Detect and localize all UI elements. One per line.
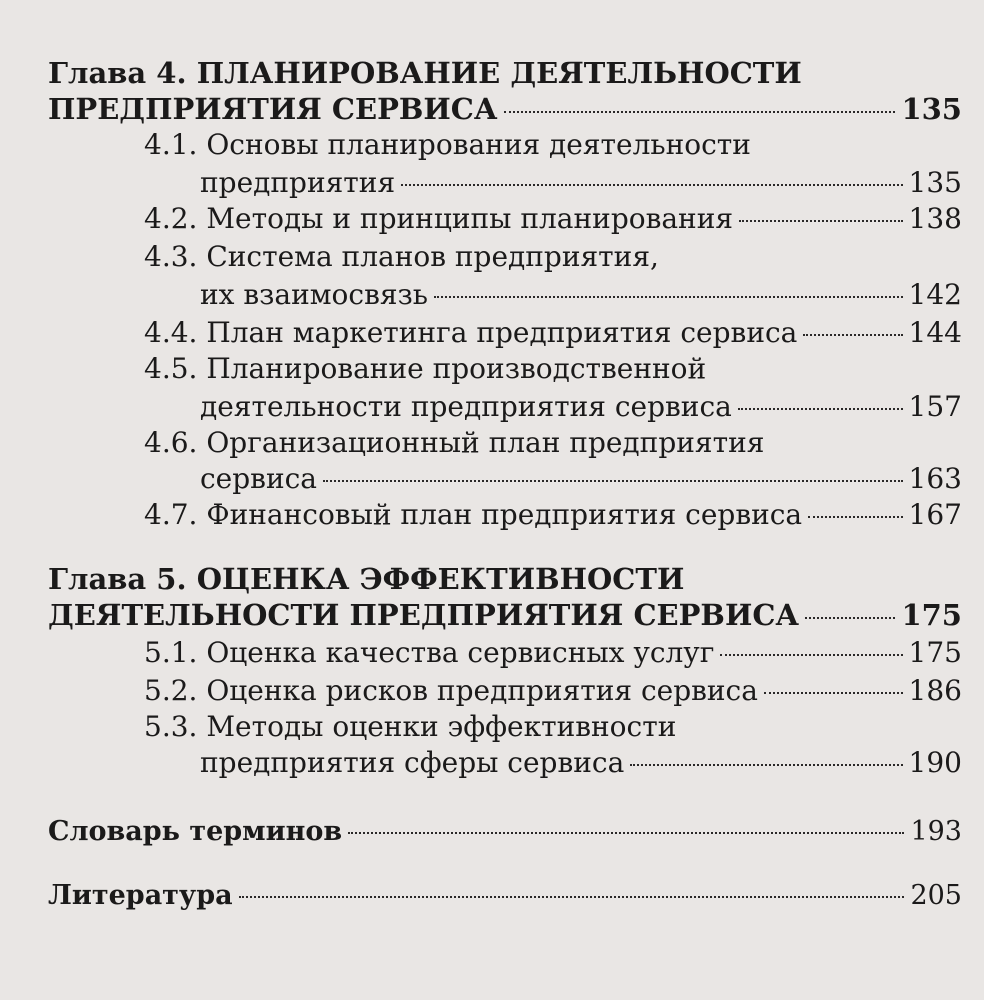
- page-number: 142: [908, 278, 962, 311]
- page-number: 175: [908, 636, 962, 669]
- section-title: Оценка качества сервисных услуг: [206, 636, 715, 669]
- section-title-cont: сервиса: [200, 462, 317, 495]
- chapter-4-prefix: Глава 4.: [48, 56, 187, 90]
- page-number: 135: [908, 166, 962, 199]
- section-title: Планирование производственной: [206, 352, 707, 385]
- leader-dots: [803, 334, 902, 336]
- page-number: 190: [908, 746, 962, 779]
- leader-dots: [630, 764, 902, 766]
- leader-dots: [808, 516, 902, 518]
- leader-dots: [239, 896, 905, 898]
- leader-dots: [401, 184, 902, 186]
- literature-title: Литература: [48, 880, 233, 911]
- page-number: 175: [901, 598, 962, 632]
- section-5-1[interactable]: [144, 636, 962, 669]
- section-4-3-line1[interactable]: [144, 240, 659, 273]
- leader-dots: [805, 617, 895, 619]
- page-number: 157: [908, 390, 962, 423]
- leader-dots: [323, 480, 903, 482]
- section-title: Оценка рисков предприятия сервиса: [206, 674, 758, 707]
- chapter-4-heading-line1: [48, 56, 802, 90]
- section-4-4[interactable]: [144, 316, 962, 349]
- chapter-4-title-line1: ПЛАНИРОВАНИЕ ДЕЯТЕЛЬНОСТИ: [196, 56, 802, 90]
- section-number: 4.6.: [144, 426, 198, 459]
- section-4-2[interactable]: [144, 202, 962, 235]
- section-title: Финансовый план предприятия сервиса: [206, 498, 803, 531]
- section-number: 5.1.: [144, 636, 198, 669]
- section-title: Организационный план предприятия: [206, 426, 765, 459]
- section-number: 5.2.: [144, 674, 198, 707]
- chapter-5-heading-line2[interactable]: [48, 598, 962, 632]
- page-number: 163: [908, 462, 962, 495]
- section-4-7[interactable]: [144, 498, 962, 531]
- section-title-cont: деятельности предприятия сервиса: [200, 390, 732, 423]
- literature-entry[interactable]: [48, 880, 962, 911]
- glossary-title: Словарь терминов: [48, 816, 343, 847]
- section-title-cont: их взаимосвязь: [200, 278, 429, 311]
- leader-dots: [434, 296, 903, 298]
- page-number: 186: [908, 674, 962, 707]
- leader-dots: [739, 220, 903, 222]
- glossary-entry[interactable]: [48, 816, 962, 847]
- leader-dots: [720, 654, 902, 656]
- chapter-4-title-line2: ПРЕДПРИЯТИЯ СЕРВИСА: [48, 92, 498, 126]
- section-number: 4.1.: [144, 128, 198, 161]
- section-title: Методы и принципы планирования: [206, 202, 734, 235]
- section-title-cont: предприятия: [200, 166, 396, 199]
- section-number: 4.7.: [144, 498, 198, 531]
- leader-dots: [348, 832, 904, 834]
- page-number: 138: [908, 202, 962, 235]
- chapter-5-heading-line1: [48, 562, 684, 596]
- leader-dots: [738, 408, 903, 410]
- page-number: 135: [901, 92, 962, 126]
- section-5-3-line2[interactable]: [200, 746, 962, 779]
- section-number: 4.3.: [144, 240, 198, 273]
- section-number: 4.4.: [144, 316, 198, 349]
- leader-dots: [764, 692, 903, 694]
- section-5-2[interactable]: [144, 674, 962, 707]
- section-4-1-line2[interactable]: [200, 166, 962, 199]
- section-5-3-line1[interactable]: [144, 710, 676, 743]
- section-4-6-line2[interactable]: [200, 462, 962, 495]
- page-number: 193: [910, 816, 962, 847]
- section-title-cont: предприятия сферы сервиса: [200, 746, 625, 779]
- section-4-3-line2[interactable]: [200, 278, 962, 311]
- section-title: План маркетинга предприятия сервиса: [206, 316, 798, 349]
- page-number: 167: [908, 498, 962, 531]
- chapter-4-heading-line2[interactable]: [48, 92, 962, 126]
- section-4-5-line2[interactable]: [200, 390, 962, 423]
- section-4-1-line1[interactable]: [144, 128, 751, 161]
- section-number: 5.3.: [144, 710, 198, 743]
- section-number: 4.2.: [144, 202, 198, 235]
- chapter-5-prefix: Глава 5.: [48, 562, 187, 596]
- section-4-5-line1[interactable]: [144, 352, 706, 385]
- chapter-5-title-line1: ОЦЕНКА ЭФФЕКТИВНОСТИ: [196, 562, 685, 596]
- section-title: Методы оценки эффективности: [206, 710, 677, 743]
- page-number: 144: [908, 316, 962, 349]
- section-number: 4.5.: [144, 352, 198, 385]
- section-title: Основы планирования деятельности: [206, 128, 751, 161]
- leader-dots: [504, 111, 896, 113]
- section-title: Система планов предприятия,: [206, 240, 659, 273]
- section-4-6-line1[interactable]: [144, 426, 764, 459]
- chapter-5-title-line2: ДЕЯТЕЛЬНОСТИ ПРЕДПРИЯТИЯ СЕРВИСА: [48, 598, 800, 632]
- page-number: 205: [910, 880, 962, 911]
